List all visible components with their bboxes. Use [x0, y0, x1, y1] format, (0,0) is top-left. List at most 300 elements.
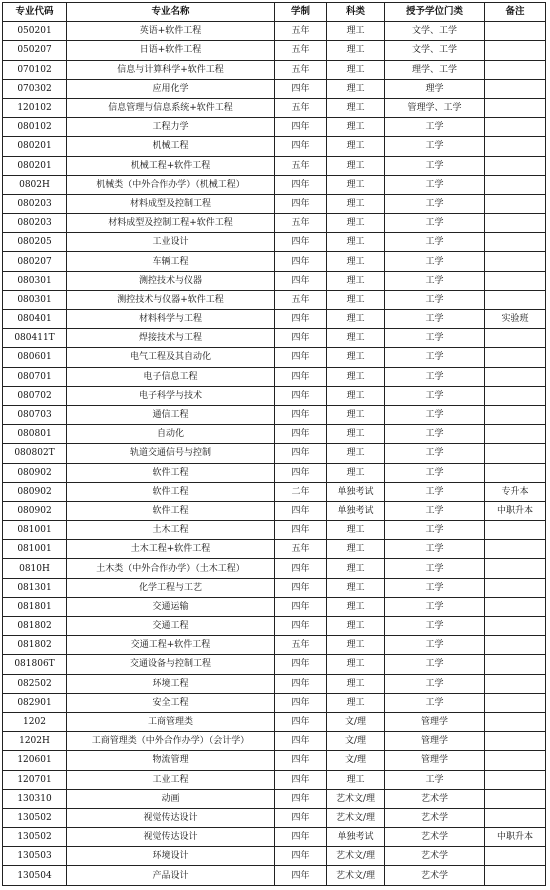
cell-degree: 理学	[385, 79, 485, 98]
table-row	[3, 367, 546, 386]
cell-length: 四年	[275, 463, 327, 482]
cell-length: 四年	[275, 808, 327, 827]
cell-category: 理工	[327, 617, 385, 636]
cell-category: 文/理	[327, 732, 385, 751]
cell-degree: 工学	[385, 194, 485, 213]
table-row	[3, 252, 546, 271]
cell-name: 通信工程	[67, 405, 275, 424]
cell-name: 土木工程	[67, 521, 275, 540]
cell-note	[485, 98, 546, 117]
cell-degree: 工学	[385, 175, 485, 194]
cell-code: 080801	[3, 425, 67, 444]
cell-degree: 工学	[385, 290, 485, 309]
table-row	[3, 233, 546, 252]
cell-category: 理工	[327, 521, 385, 540]
cell-degree: 工学	[385, 501, 485, 520]
cell-note: 实验班	[485, 310, 546, 329]
cell-category: 理工	[327, 655, 385, 674]
cell-code: 081806T	[3, 655, 67, 674]
cell-name: 材料成型及控制工程	[67, 194, 275, 213]
cell-name: 机械工程	[67, 137, 275, 156]
cell-code: 080902	[3, 463, 67, 482]
cell-category: 理工	[327, 252, 385, 271]
cell-name: 机械工程+软件工程	[67, 156, 275, 175]
cell-name: 工程力学	[67, 118, 275, 137]
cell-degree: 艺术学	[385, 828, 485, 847]
cell-length: 四年	[275, 828, 327, 847]
table-row	[3, 712, 546, 731]
cell-degree: 工学	[385, 655, 485, 674]
table-row	[3, 521, 546, 540]
cell-degree: 工学	[385, 674, 485, 693]
cell-category: 理工	[327, 214, 385, 233]
cell-code: 120601	[3, 751, 67, 770]
cell-length: 四年	[275, 597, 327, 616]
cell-length: 五年	[275, 22, 327, 41]
cell-code: 130502	[3, 828, 67, 847]
header-note: 备注	[485, 3, 546, 22]
cell-category: 理工	[327, 271, 385, 290]
cell-name: 环境设计	[67, 847, 275, 866]
cell-name: 交通工程+软件工程	[67, 636, 275, 655]
cell-category: 理工	[327, 175, 385, 194]
cell-code: 080902	[3, 501, 67, 520]
cell-length: 四年	[275, 789, 327, 808]
cell-degree: 工学	[385, 405, 485, 424]
cell-degree: 工学	[385, 444, 485, 463]
cell-name: 电子信息工程	[67, 367, 275, 386]
cell-length: 五年	[275, 214, 327, 233]
cell-degree: 工学	[385, 540, 485, 559]
cell-note	[485, 156, 546, 175]
cell-code: 050201	[3, 22, 67, 41]
cell-note	[485, 22, 546, 41]
cell-code: 130502	[3, 808, 67, 827]
cell-note	[485, 597, 546, 616]
cell-degree: 工学	[385, 252, 485, 271]
table-row	[3, 617, 546, 636]
cell-note	[485, 60, 546, 79]
cell-code: 080411T	[3, 329, 67, 348]
cell-category: 单独考试	[327, 501, 385, 520]
cell-code: 1202	[3, 712, 67, 731]
cell-degree: 工学	[385, 578, 485, 597]
cell-category: 理工	[327, 674, 385, 693]
cell-note	[485, 636, 546, 655]
cell-length: 四年	[275, 118, 327, 137]
cell-code: 080203	[3, 194, 67, 213]
cell-code: 080902	[3, 482, 67, 501]
cell-code: 081001	[3, 521, 67, 540]
cell-note	[485, 137, 546, 156]
cell-category: 理工	[327, 540, 385, 559]
cell-category: 理工	[327, 463, 385, 482]
cell-name: 信息与计算科学+软件工程	[67, 60, 275, 79]
cell-degree: 文学、工学	[385, 22, 485, 41]
cell-length: 四年	[275, 271, 327, 290]
cell-code: 080601	[3, 348, 67, 367]
table-row	[3, 636, 546, 655]
cell-note	[485, 444, 546, 463]
cell-name: 软件工程	[67, 501, 275, 520]
table-row	[3, 425, 546, 444]
cell-degree: 工学	[385, 693, 485, 712]
cell-length: 四年	[275, 310, 327, 329]
cell-degree: 工学	[385, 233, 485, 252]
table-row	[3, 60, 546, 79]
cell-code: 1202H	[3, 732, 67, 751]
table-row	[3, 808, 546, 827]
cell-code: 080203	[3, 214, 67, 233]
header-degree: 授予学位门类	[385, 3, 485, 22]
table-row	[3, 444, 546, 463]
cell-length: 四年	[275, 617, 327, 636]
cell-length: 四年	[275, 559, 327, 578]
cell-note: 专升本	[485, 482, 546, 501]
cell-code: 130503	[3, 847, 67, 866]
table-row	[3, 137, 546, 156]
cell-length: 四年	[275, 501, 327, 520]
cell-code: 081802	[3, 636, 67, 655]
cell-name: 软件工程	[67, 482, 275, 501]
table-row	[3, 118, 546, 137]
cell-name: 动画	[67, 789, 275, 808]
table-row	[3, 22, 546, 41]
cell-category: 理工	[327, 290, 385, 309]
cell-name: 焊接技术与工程	[67, 329, 275, 348]
header-length: 学制	[275, 3, 327, 22]
cell-name: 材料科学与工程	[67, 310, 275, 329]
cell-degree: 理学、工学	[385, 60, 485, 79]
table-row	[3, 597, 546, 616]
cell-degree: 工学	[385, 367, 485, 386]
cell-category: 理工	[327, 233, 385, 252]
cell-length: 四年	[275, 712, 327, 731]
cell-category: 理工	[327, 194, 385, 213]
header-category: 科类	[327, 3, 385, 22]
cell-degree: 工学	[385, 482, 485, 501]
table-row	[3, 789, 546, 808]
cell-name: 自动化	[67, 425, 275, 444]
cell-note	[485, 405, 546, 424]
cell-category: 理工	[327, 770, 385, 789]
table-row	[3, 674, 546, 693]
cell-name: 机械类（中外合作办学）（机械工程）	[67, 175, 275, 194]
cell-length: 四年	[275, 578, 327, 597]
cell-name: 车辆工程	[67, 252, 275, 271]
cell-note	[485, 348, 546, 367]
cell-category: 理工	[327, 348, 385, 367]
cell-category: 理工	[327, 310, 385, 329]
cell-note	[485, 194, 546, 213]
cell-name: 土木工程+软件工程	[67, 540, 275, 559]
table-row	[3, 751, 546, 770]
table-row	[3, 847, 546, 866]
cell-degree: 工学	[385, 597, 485, 616]
cell-code: 080207	[3, 252, 67, 271]
cell-degree: 工学	[385, 310, 485, 329]
cell-code: 081001	[3, 540, 67, 559]
cell-name: 交通工程	[67, 617, 275, 636]
cell-note	[485, 712, 546, 731]
cell-length: 四年	[275, 521, 327, 540]
cell-length: 五年	[275, 540, 327, 559]
cell-degree: 工学	[385, 348, 485, 367]
cell-note	[485, 367, 546, 386]
cell-category: 理工	[327, 137, 385, 156]
majors-table	[2, 2, 546, 886]
table-row	[3, 770, 546, 789]
cell-degree: 艺术学	[385, 808, 485, 827]
cell-degree: 工学	[385, 156, 485, 175]
cell-code: 0810H	[3, 559, 67, 578]
cell-name: 电子科学与技术	[67, 386, 275, 405]
cell-length: 四年	[275, 79, 327, 98]
cell-code: 080201	[3, 156, 67, 175]
cell-code: 080802T	[3, 444, 67, 463]
cell-note	[485, 655, 546, 674]
cell-category: 艺术文/理	[327, 847, 385, 866]
cell-length: 四年	[275, 847, 327, 866]
cell-name: 电气工程及其自动化	[67, 348, 275, 367]
cell-degree: 工学	[385, 271, 485, 290]
cell-length: 五年	[275, 636, 327, 655]
cell-note	[485, 386, 546, 405]
cell-name: 视觉传达设计	[67, 808, 275, 827]
cell-category: 理工	[327, 405, 385, 424]
cell-category: 艺术文/理	[327, 789, 385, 808]
cell-degree: 工学	[385, 463, 485, 482]
cell-degree: 工学	[385, 770, 485, 789]
cell-code: 050207	[3, 41, 67, 60]
table-row	[3, 405, 546, 424]
cell-degree: 管理学、工学	[385, 98, 485, 117]
cell-code: 0802H	[3, 175, 67, 194]
cell-note: 中职升本	[485, 828, 546, 847]
table-row	[3, 175, 546, 194]
cell-degree: 工学	[385, 617, 485, 636]
cell-category: 理工	[327, 98, 385, 117]
cell-category: 艺术文/理	[327, 866, 385, 885]
cell-note	[485, 789, 546, 808]
cell-degree: 艺术学	[385, 866, 485, 885]
header-code: 专业代码	[3, 3, 67, 22]
cell-note	[485, 578, 546, 597]
cell-name: 工业工程	[67, 770, 275, 789]
cell-note	[485, 559, 546, 578]
cell-category: 单独考试	[327, 828, 385, 847]
cell-code: 082901	[3, 693, 67, 712]
cell-length: 四年	[275, 405, 327, 424]
table-row	[3, 194, 546, 213]
table-row	[3, 578, 546, 597]
cell-code: 081802	[3, 617, 67, 636]
cell-degree: 工学	[385, 118, 485, 137]
cell-name: 工商管理类	[67, 712, 275, 731]
cell-note	[485, 693, 546, 712]
cell-category: 理工	[327, 636, 385, 655]
cell-name: 交通运输	[67, 597, 275, 616]
cell-length: 五年	[275, 290, 327, 309]
cell-note	[485, 425, 546, 444]
cell-category: 理工	[327, 41, 385, 60]
table-row	[3, 482, 546, 501]
cell-name: 视觉传达设计	[67, 828, 275, 847]
cell-category: 理工	[327, 425, 385, 444]
table-row	[3, 329, 546, 348]
cell-code: 081801	[3, 597, 67, 616]
cell-code: 130310	[3, 789, 67, 808]
cell-degree: 管理学	[385, 751, 485, 770]
cell-length: 四年	[275, 175, 327, 194]
cell-code: 080301	[3, 271, 67, 290]
table-row	[3, 655, 546, 674]
cell-note	[485, 866, 546, 885]
cell-note	[485, 271, 546, 290]
cell-length: 四年	[275, 751, 327, 770]
cell-note	[485, 463, 546, 482]
cell-category: 理工	[327, 578, 385, 597]
cell-note	[485, 808, 546, 827]
cell-name: 信息管理与信息系统+软件工程	[67, 98, 275, 117]
cell-length: 四年	[275, 444, 327, 463]
cell-note	[485, 751, 546, 770]
cell-name: 日语+软件工程	[67, 41, 275, 60]
cell-degree: 管理学	[385, 712, 485, 731]
cell-name: 环境工程	[67, 674, 275, 693]
cell-name: 物流管理	[67, 751, 275, 770]
cell-length: 四年	[275, 866, 327, 885]
cell-length: 四年	[275, 386, 327, 405]
majors-table-container	[2, 2, 546, 886]
cell-length: 四年	[275, 674, 327, 693]
cell-category: 理工	[327, 559, 385, 578]
table-row	[3, 79, 546, 98]
cell-length: 四年	[275, 348, 327, 367]
cell-code: 080205	[3, 233, 67, 252]
table-row	[3, 866, 546, 885]
cell-code: 080201	[3, 137, 67, 156]
cell-length: 五年	[275, 60, 327, 79]
table-row	[3, 271, 546, 290]
cell-category: 文/理	[327, 751, 385, 770]
header-name: 专业名称	[67, 3, 275, 22]
cell-length: 四年	[275, 329, 327, 348]
cell-length: 四年	[275, 425, 327, 444]
cell-length: 四年	[275, 252, 327, 271]
cell-degree: 工学	[385, 214, 485, 233]
cell-length: 四年	[275, 194, 327, 213]
cell-note	[485, 41, 546, 60]
cell-name: 产品设计	[67, 866, 275, 885]
table-row	[3, 463, 546, 482]
cell-code: 080702	[3, 386, 67, 405]
cell-category: 理工	[327, 329, 385, 348]
cell-degree: 工学	[385, 425, 485, 444]
cell-name: 材料成型及控制工程+软件工程	[67, 214, 275, 233]
table-row	[3, 156, 546, 175]
cell-degree: 艺术学	[385, 789, 485, 808]
cell-length: 四年	[275, 367, 327, 386]
cell-code: 070302	[3, 79, 67, 98]
cell-category: 理工	[327, 367, 385, 386]
cell-name: 轨道交通信号与控制	[67, 444, 275, 463]
cell-category: 艺术文/理	[327, 808, 385, 827]
cell-degree: 工学	[385, 137, 485, 156]
cell-name: 英语+软件工程	[67, 22, 275, 41]
cell-degree: 工学	[385, 521, 485, 540]
cell-name: 应用化学	[67, 79, 275, 98]
cell-degree: 工学	[385, 559, 485, 578]
cell-category: 文/理	[327, 712, 385, 731]
table-row	[3, 501, 546, 520]
cell-category: 理工	[327, 597, 385, 616]
cell-code: 080401	[3, 310, 67, 329]
table-row	[3, 214, 546, 233]
cell-name: 软件工程	[67, 463, 275, 482]
cell-length: 五年	[275, 156, 327, 175]
cell-note	[485, 770, 546, 789]
cell-length: 四年	[275, 693, 327, 712]
table-row	[3, 290, 546, 309]
cell-note	[485, 175, 546, 194]
table-row	[3, 732, 546, 751]
cell-note	[485, 214, 546, 233]
cell-note	[485, 79, 546, 98]
cell-name: 交通设备与控制工程	[67, 655, 275, 674]
cell-code: 080701	[3, 367, 67, 386]
cell-note	[485, 732, 546, 751]
cell-note	[485, 290, 546, 309]
table-row	[3, 693, 546, 712]
table-body	[3, 22, 546, 885]
cell-degree: 工学	[385, 386, 485, 405]
cell-name: 化学工程与工艺	[67, 578, 275, 597]
cell-category: 理工	[327, 693, 385, 712]
cell-note	[485, 118, 546, 137]
cell-note	[485, 617, 546, 636]
table-row	[3, 98, 546, 117]
cell-note	[485, 540, 546, 559]
table-row	[3, 559, 546, 578]
cell-degree: 艺术学	[385, 847, 485, 866]
cell-name: 安全工程	[67, 693, 275, 712]
cell-name: 土木类（中外合作办学）（土木工程）	[67, 559, 275, 578]
cell-note	[485, 329, 546, 348]
cell-category: 理工	[327, 118, 385, 137]
table-row	[3, 348, 546, 367]
cell-name: 工商管理类（中外合作办学）（会计学）	[67, 732, 275, 751]
cell-category: 理工	[327, 444, 385, 463]
cell-name: 测控技术与仪器	[67, 271, 275, 290]
table-row	[3, 41, 546, 60]
cell-code: 120701	[3, 770, 67, 789]
cell-code: 080301	[3, 290, 67, 309]
cell-category: 理工	[327, 79, 385, 98]
cell-category: 理工	[327, 386, 385, 405]
cell-degree: 工学	[385, 329, 485, 348]
cell-code: 070102	[3, 60, 67, 79]
cell-note	[485, 233, 546, 252]
cell-degree: 文学、工学	[385, 41, 485, 60]
cell-name: 工业设计	[67, 233, 275, 252]
cell-length: 四年	[275, 732, 327, 751]
cell-length: 二年	[275, 482, 327, 501]
cell-degree: 管理学	[385, 732, 485, 751]
cell-length: 四年	[275, 137, 327, 156]
table-row	[3, 540, 546, 559]
cell-code: 120102	[3, 98, 67, 117]
